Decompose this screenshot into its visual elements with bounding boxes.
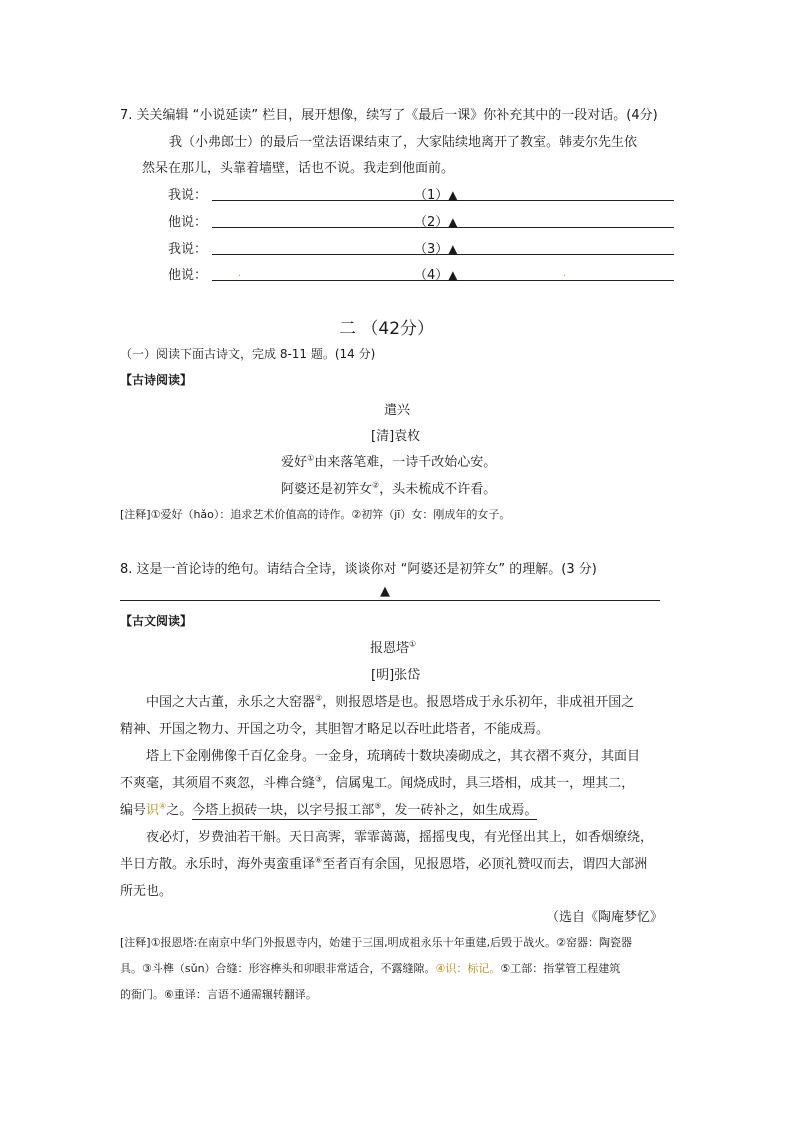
q8-answer-blank[interactable] [120, 600, 660, 601]
blank-number: （1）▲ [414, 188, 458, 203]
prose-note-line1: [注释]①报恩塔:在南京中华门外报恩寺内，始建于三国,明成祖永乐十年重建,后毁于战火。②窑器：陶瓷器 [120, 936, 633, 949]
prose-p2-line2: 不爽毫，其须眉不爽忽，斗榫合缝③，信属鬼工。闻烧成时，具三塔相，成其一，埋其二， [120, 774, 635, 791]
poem-title: 遣兴 [384, 403, 411, 418]
prose-source: （选自《陶庵梦忆》 [546, 910, 664, 925]
section-title: 二 （42分） [339, 319, 435, 339]
speaker-label: 他说： [168, 268, 208, 283]
prose-p3-line1: 夜必灯，岁费油若干斛。天日高霁，霏霏蔼蔼，摇摇曳曳，有光怪出其上，如香烟缭绕， [146, 830, 654, 845]
prose-note-line3: 的衙门。⑥重译：言语不通需辗转翻译。 [120, 988, 317, 1001]
prose-p1-line1: 中国之大古董，永乐之大窑器②，则报恩塔是也。报恩塔成于永乐初年，非成祖开国之 [146, 693, 635, 710]
prose-title: 报恩塔① [370, 639, 417, 656]
speaker-label: 我说： [168, 242, 208, 257]
prose-label: 【古文阅读】 [120, 614, 193, 628]
prose-p2-line1: 塔上下金刚佛像千百亿金身。一金身，琉璃砖十数块凑砌成之，其衣褶不爽分，其面目 [146, 749, 641, 764]
q8-stem: 8. 这是一首论诗的绝句。请结合全诗，谈谈你对 “阿婆还是初笄女” 的理解。(3 分) [120, 562, 597, 577]
section-instructions: （一）阅读下面古诗文，完成 8-11 题。(14 分) [120, 347, 376, 361]
q7-stem: 7. 关关编辑 “小说延读” 栏目，展开想像，续写了《最后一课》你补充其中的一段对话。(4分) [120, 108, 658, 123]
triangle-icon: ▲ [380, 584, 390, 599]
poem-line-2: 阿婆还是初笄女②，头未梳成不许看。 [281, 480, 497, 497]
triangle-icon: ▲ [448, 188, 458, 202]
speaker-label: 我说： [168, 188, 208, 203]
triangle-icon: ▲ [448, 215, 458, 229]
blank-number: （2）▲ [414, 215, 458, 230]
prose-p3-line3: 所无也。 [120, 884, 173, 899]
triangle-icon: ▲ [448, 268, 458, 282]
poem-note: [注释]①爱好（hǎo）：追求艺术价值高的诗作。②初笄（jī）女：刚成年的女子。 [120, 508, 511, 521]
dot-mark: . [238, 268, 242, 279]
poem-label: 【古诗阅读】 [120, 373, 193, 387]
q7-para-line1: 我（小弗郎士）的最后一堂法语课结束了，大家陆续地离开了教室。韩麦尔先生依 [169, 135, 638, 150]
prose-p2-line3: 编号识④之。今塔上损砖一块，以字号报工部⑤，发一砖补之，如生成焉。 [120, 801, 538, 818]
prose-p1-line2: 精神、开国之物力、开国之功令，其胆智才略足以吞吐此塔者，不能成焉。 [120, 722, 550, 737]
underlined-sentence: 今塔上损砖一块，以字号报工部⑤，发一砖补之，如生成焉。 [192, 801, 538, 818]
blank-number: （3）▲ [414, 242, 458, 257]
dot-mark: . [563, 268, 567, 279]
q7-para-line2: 然呆在那儿，头靠着墙壁，话也不说。我走到他面前。 [142, 161, 455, 176]
prose-p3-line2: 半日方散。永乐时，海外夷蛮重译⑥至者百有余国，见报恩塔，必顶礼赞叹而去，谓四大部洲 [120, 855, 648, 872]
poem-line-1: 爱好①由来落笔难，一诗千改始心安。 [281, 453, 497, 470]
poem-author: [清]袁枚 [371, 429, 421, 444]
speaker-label: 他说： [168, 215, 208, 230]
prose-note-line2: 具。③斗榫（sǔn）合缝：形容榫头和卯眼非常适合，不露缝隙。④识：标记。⑤工部：指掌管工程建筑 [120, 962, 621, 975]
blank-number: （4）▲ [414, 268, 458, 283]
triangle-icon: ▲ [448, 242, 458, 256]
prose-author: [明]张岱 [371, 668, 421, 683]
